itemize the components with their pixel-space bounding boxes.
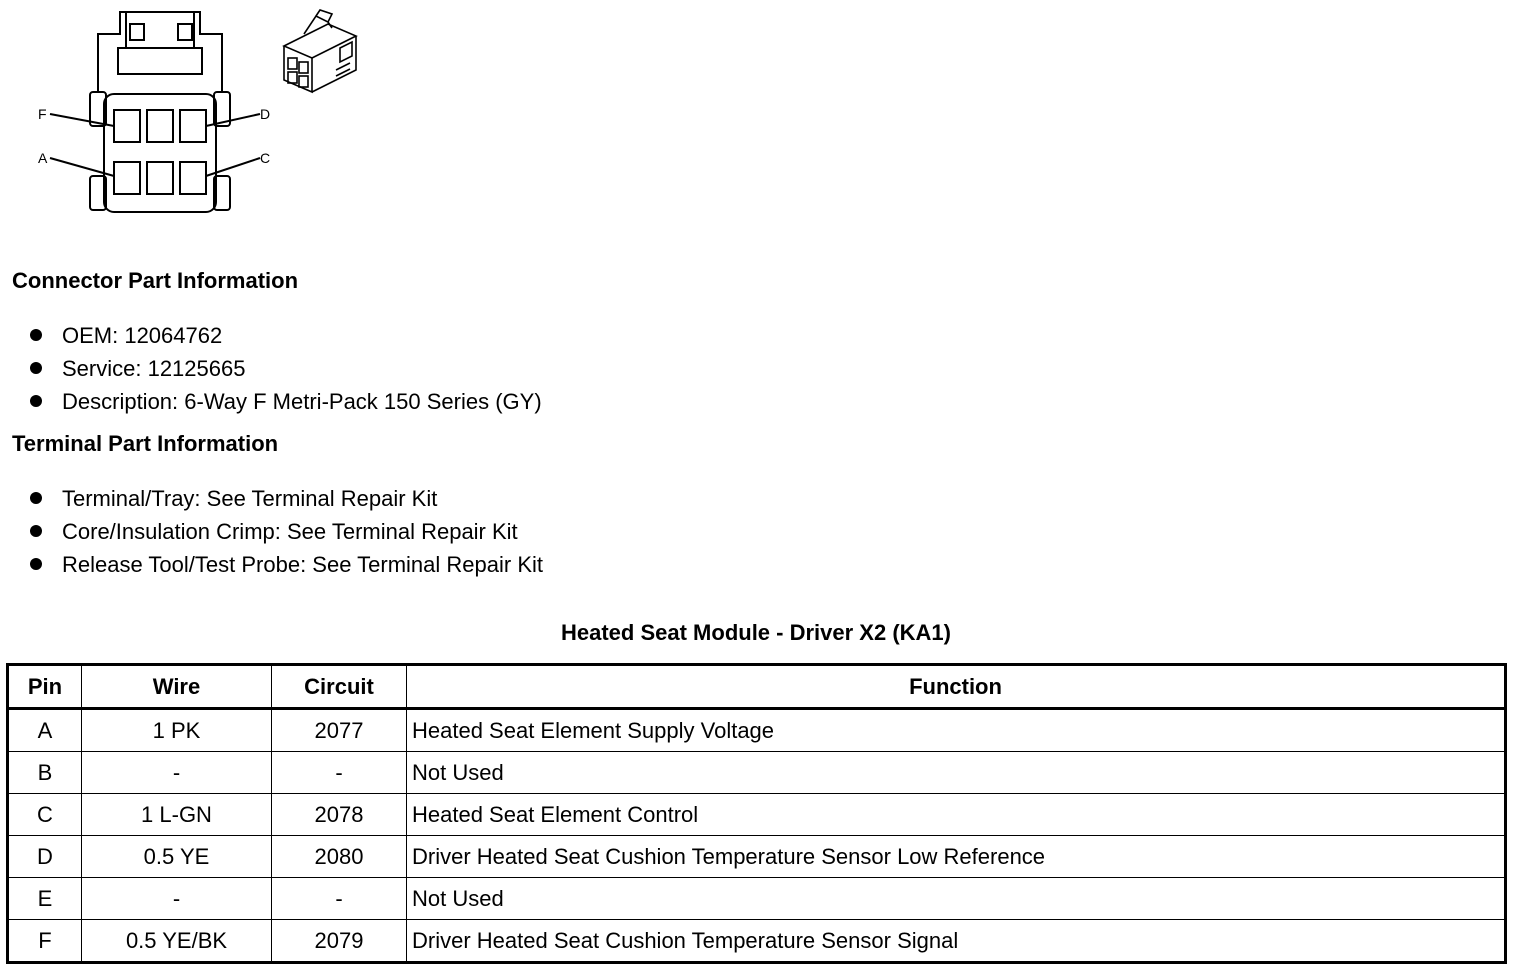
list-item: Release Tool/Test Probe: See Terminal Repair Kit (30, 548, 543, 581)
cell-function: Not Used (407, 752, 1506, 794)
connector-section-title: Connector Part Information (12, 268, 299, 293)
list-item: OEM: 12064762 (30, 319, 542, 352)
header-circuit: Circuit (272, 665, 407, 709)
cell-wire: 0.5 YE/BK (82, 920, 272, 963)
connector-info-list (30, 319, 542, 418)
table-row (8, 752, 1506, 794)
cell-wire: - (82, 752, 272, 794)
table-row (8, 920, 1506, 963)
list-item: Description: 6-Way F Metri-Pack 150 Series (GY) (30, 385, 542, 418)
pinout-table (6, 663, 1507, 964)
cell-function: Heated Seat Element Supply Voltage (407, 709, 1506, 752)
table-header-row (8, 665, 1506, 709)
cell-wire: 0.5 YE (82, 836, 272, 878)
list-item: Service: 12125665 (30, 352, 542, 385)
connector-isometric-icon (276, 6, 362, 94)
table-title: Heated Seat Module - Driver X2 (KA1) (561, 620, 951, 645)
table-row (8, 878, 1506, 920)
table-row (8, 836, 1506, 878)
cell-pin: A (8, 709, 82, 752)
cell-function: Heated Seat Element Control (407, 794, 1506, 836)
pin-label-a: A (38, 150, 48, 166)
list-item: Core/Insulation Crimp: See Terminal Repair Kit (30, 515, 543, 548)
cell-circuit: - (272, 878, 407, 920)
pin-label-d: D (260, 106, 271, 122)
connector-face-diagram (30, 8, 290, 220)
pin-label-f: F (38, 106, 47, 122)
terminal-info-list (30, 482, 543, 581)
terminal-section-title: Terminal Part Information (12, 431, 279, 456)
header-wire: Wire (82, 665, 272, 709)
cell-circuit: 2077 (272, 709, 407, 752)
table-row (8, 709, 1506, 752)
table-row (8, 794, 1506, 836)
cell-pin: B (8, 752, 82, 794)
cell-pin: E (8, 878, 82, 920)
cell-wire: 1 PK (82, 709, 272, 752)
cell-wire: - (82, 878, 272, 920)
cell-circuit: 2078 (272, 794, 407, 836)
cell-wire: 1 L-GN (82, 794, 272, 836)
cell-circuit: 2080 (272, 836, 407, 878)
cell-circuit: - (272, 752, 407, 794)
cell-circuit: 2079 (272, 920, 407, 963)
pin-label-c: C (260, 150, 271, 166)
cell-function: Driver Heated Seat Cushion Temperature Sensor Signal (407, 920, 1506, 963)
header-function: Function (407, 665, 1506, 709)
cell-pin: F (8, 920, 82, 963)
cell-function: Driver Heated Seat Cushion Temperature Sensor Low Reference (407, 836, 1506, 878)
cell-function: Not Used (407, 878, 1506, 920)
list-item: Terminal/Tray: See Terminal Repair Kit (30, 482, 543, 515)
header-pin: Pin (8, 665, 82, 709)
cell-pin: D (8, 836, 82, 878)
cell-pin: C (8, 794, 82, 836)
